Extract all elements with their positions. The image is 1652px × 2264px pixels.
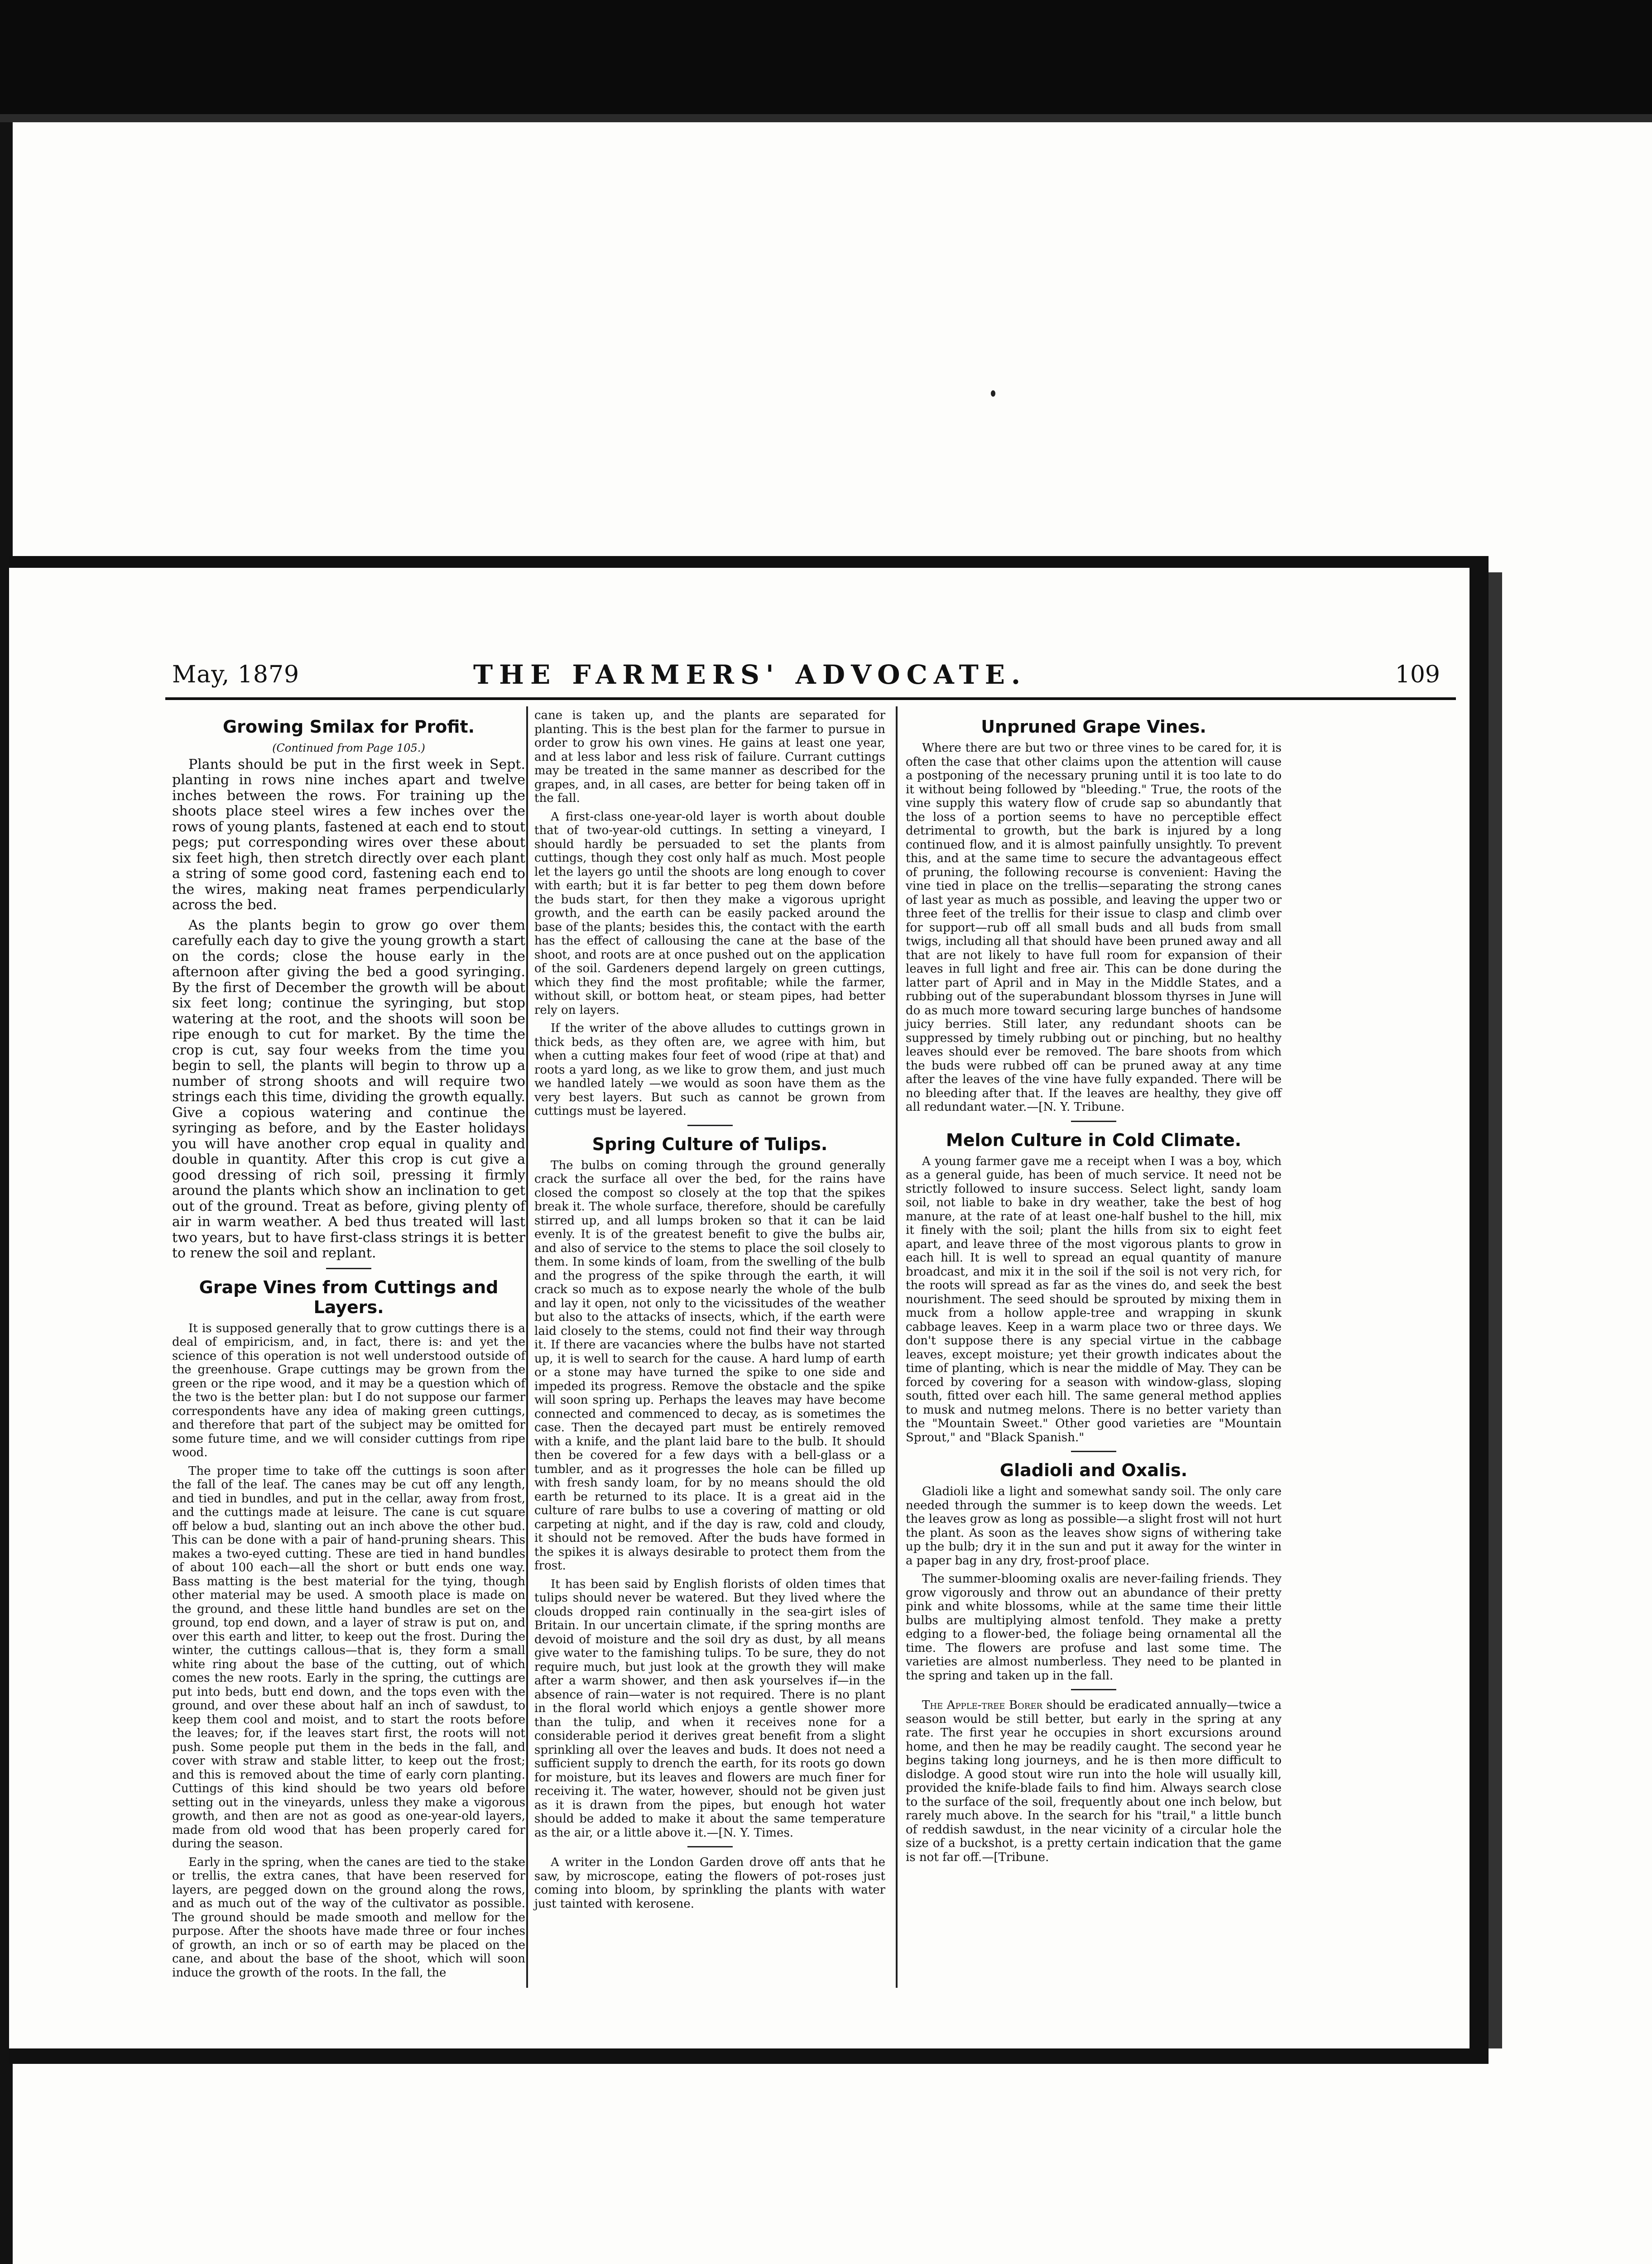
paragraph: A first-class one-year-old layer is worth about double that of two-year-old cuttings. In setting a vineyard, I should hardly be persuaded to set the plants from cuttings, though they cost only half as much. Most people let the layers go until the shoots are long enough to cover with earth; but it is far better to peg them down before the buds start, for then they make a vigorous upright growth, and the earth can be easily packed around the base of the plants; besides this, the contact with the earth has the effect of callousing the cane at the base of the shoot, and roots are at once pushed out on the application of the soil. Gardeners depend largely on green cuttings, which they find the most profitable; while the farmer, without skill, or bottom heat, or steam pipes, had better rely on layers. [534, 810, 885, 1017]
paragraph: Where there are but two or three vines to be cared for, it is often the case that other claims upon the attention will cause a postponing of the necessary pruning until it is too late to do it without being followed by "bleeding." True, the roots of the vine supply this watery flow of crude sap so abundantly that the loss of a portion seems to have no perceptible effect detrimental to growth, but the bark is injured by a long continued flow, and it is almost painfully unsightly. To prevent this, and at the same time to secure the advantageous effect of pruning, the following recourse is convenient: Having the vine tied in place on the trellis—separating the strong canes of last year as much as possible, and leaving the upper two or three feet of the trellis for their issue to clasp and climb over for support—rub off all small buds and all buds from small twigs, including all that should have been pruned away and all that are not likely to have full room for expansion of their leaves in full light and free air. This can be done during the latter part of April and in May in the Middle States, and a rubbing out of the superabundant blossom thyrses in June will do as much more toward securing large bunches of handsome juicy berries. Still later, any redundant shoots can be suppressed by timely rubbing out or pinching, but no healthy leaves should ever be removed. The bare shoots from which the buds were rubbed off can be pruned away at any time after the leaves of the vine have fully expanded. There will be no bleeding after that. If the leaves are healthy, they give off all redundant water.—[N. Y. Tribune. [906, 741, 1282, 1114]
paragraph: The proper time to take off the cuttings is soon after the fall of the leaf. The canes may be cut off any length, and tied in bundles, and put in the cellar, away from frost, and the cuttings made at leisure. The cane is cut square off below a bud, slanting out an inch above the other bud. This can be done with a pair of hand-pruning shears. This makes a two-eyed cutting. These are tied in hand bundles of about 100 each—all the short or butt ends one way. Bass matting is the best material for the tying, though other material may be used. A smooth place is made on the ground, and these little hand bundles are set on the ground, top end down, and a layer of straw is put on, and over this earth and litter, to keep out the frost. During the winter, the cuttings callous—that is, they form a small white ring about the base of the cutting, out of which comes the new roots. Early in the spring, the cuttings are put into beds, butt end down, and the tops even with the ground, and over these about half an inch of sawdust, to keep them cool and moist, and to start the roots before the leaves; for, if the leaves start first, the roots will not push. Some people put them in the beds in the fall, and cover with straw and stable litter, to keep out the frost; and this is removed about the time of early corn planting. Cuttings of this kind should be two years old before setting out in the vineyards, unless they make a vigorous growth, and then are not as good as one-year-old layers, made from old wood that has been properly cared for during the season. [172, 1464, 525, 1851]
paragraph: If the writer of the above alludes to cuttings grown in thick beds, as they often are, we agree with him, but when a cutting makes four feet of wood (ripe at that) and roots a yard long, as we like to grow them, and just much we handled lately —we would as soon have them as the very best layers. But such as cannot be grown from cuttings must be layered. [534, 1022, 885, 1118]
paragraph-body: should be eradicated annually—twice a season would be still better, but early in the spring at any rate. The first year he occupies in short excursions around home, and then he may be readily caught. The second year he begins taking long journeys, and he is then more difficult to dislodge. A good stout wire run into the hole will usually kill, provided the knife-blade fails to find him. Always search close to the surface of the soil, frequently about one inch below, but rarely much above. In the search for his "trail," a little bunch of reddish sawdust, in the near vicinity of a circular hole the size of a buckshot, is a pretty certain indication that the game is not far off.—[Tribune. [906, 1698, 1282, 1864]
article-title: Grape Vines from Cuttings and Layers. [199, 1277, 499, 1317]
article-title: Growing Smilax for Profit. [222, 717, 475, 737]
masthead-title: THE FARMERS' ADVOCATE. [473, 659, 1027, 690]
column-rule [896, 706, 898, 1988]
article-title: Melon Culture in Cold Climate. [946, 1130, 1242, 1150]
section-divider [687, 1846, 733, 1847]
head-rule [165, 697, 1456, 700]
section-divider [1071, 1689, 1116, 1690]
section-divider [687, 1125, 733, 1126]
paragraph: The bulbs on coming through the ground generally crack the surface all over the bed, for the rains have closed the compost so closely at the top that the spikes break it. The whole surface, therefore, should be carefully stirred up, and all lumps broken so that it can be laid evenly. It is of the greatest benefit to give the bulbs air, and also of service to the stems to place the soil closely to them. In some kinds of loam, from the swelling of the bulb and the progress of the spike through the earth, it will crack so much as to expose nearly the whole of the bulb and lay it open, not only to the vicissitudes of the weather but also to the attacks of insects, which, if the earth were laid closely to the stems, could not find their way through it. If there are vacancies where the bulbs have not started up, it is well to search for the cause. A hard lump of earth or a stone may have turned the spike to one side and impeded its progress. Remove the obstacle and the spike will soon spring up. Perhaps the leaves may have become connected and commenced to decay, as is sometimes the case. Then the decayed part must be entirely removed with a knife, and the plant laid bare to the bulb. It should then be covered for a few days with a bell-glass or a tumbler, and as it progresses the hole can be filled up with fresh sandy loam, for by no means should the old earth be returned to its place. It is a great aid in the culture of rare bulbs to use a covering of matting or old carpeting at night, and if the day is raw, cold and cloudy, it should not be removed. After the buds have formed in the spikes it is always desirable to protect them from the frost. [534, 1158, 885, 1573]
column-3 [906, 709, 1282, 1869]
article-title: Gladioli and Oxalis. [999, 1460, 1188, 1480]
scan-speck [991, 390, 995, 397]
paragraph: Gladioli like a light and somewhat sandy soil. The only care needed through the summer is to keep down the weeds. Let the leaves grow as long as possible—a slight frost will not hurt the plant. As soon as the leaves show signs of withering take up the bulb; dry it in the sun and put it away for the winter in a paper bag in any dry, frost-proof place. [906, 1485, 1282, 1568]
paragraph: It is supposed generally that to grow cuttings there is a deal of empiricism, and, in fact, there is: and yet the science of this operation is not well understood outside of the greenhouse. Grape cuttings may be grown from the green or the ripe wood, and it may be a question which of the two is the better plan: but I do not suppose our farmer correspondents have any idea of making green cuttings, and therefore that part of the subject may be omitted for some future time, and we will consider cuttings from ripe wood. [172, 1321, 525, 1459]
column-2 [534, 709, 885, 1915]
page-number: 109 [1395, 661, 1440, 688]
paragraph: A young farmer gave me a receipt when I was a boy, which as a general guide, has been of much service. It need not be strictly followed to insure success. Select light, sandy loam soil, not liable to bake in dry weather, take the best of hog manure, at the rate of at least one-half bushel to the hill, mix it finely with the soil; plant the hills from six to eight feet apart, and leave three of the most vigorous plants to grow in each hill. It is well to spread an equal quantity of manure broadcast, and mix it in the soil if the soil is not very rich, for the roots will spread as far as the vines do, and seek the best nourishment. The seed should be sprouted by mixing them in muck from a hollow apple-tree and wrapping in skunk cabbage leaves. Keep in a warm place two or three days. We don't suppose there is any special virtue in the cabbage leaves, except moisture; yet their growth indicates about the time of planting, which is near the middle of May. They can be forced by covering for a season with window-glass, sloping south, fitted over each hill. The same general method applies to musk and nutmeg melons. There is no better variety than the "Mountain Sweet." Other good varieties are "Mountain Sprout," and "Black Spanish." [906, 1154, 1282, 1444]
paragraph: cane is taken up, and the plants are separated for planting. This is the best plan for the farmer to pursue in order to grow his own vines. He gains at least one year, and at less labor and less risk of failure. Currant cuttings may be treated in the same manner as described for the grapes, and, in all cases, are better for being taken off in the fall. [534, 709, 885, 805]
paragraph: Early in the spring, when the canes are tied to the stake or trellis, the extra canes, that have been reserved for layers, are pegged down on the ground along the rows, and as much out of the way of the cultivator as possible. The ground should be made smooth and mellow for the purpose. After the shoots have made three or four inches of growth, an inch or so of earth may be placed on the cane, and about the base of the shoot, which will soon induce the growth of the roots. In the fall, the [172, 1855, 525, 1980]
continued-note: (Continued from Page 105.) [272, 742, 425, 754]
article-title: Unpruned Grape Vines. [981, 717, 1206, 737]
column-1 [172, 709, 525, 1984]
paragraph [906, 1698, 1282, 1864]
section-divider [326, 1268, 371, 1269]
paragraph: Plants should be put in the first week in Sept. planting in rows nine inches apart and twelve inches between the rows. For training up the shoots place steel wires a few inches over the rows of young plants, fastened at each end to stout pegs; put corresponding wires over these about six feet high, then stretch directly over each plant a string of some good cord, fastening each end to the wires, making neat frames perpendicularly across the bed. [172, 756, 525, 913]
lead-in: The Apple-tree Borer [922, 1698, 1043, 1712]
scanner-top-border [0, 0, 1652, 122]
paragraph: As the plants begin to grow go over them carefully each day to give the young growth a start on the cords; close the house early in the afternoon after giving the bed a good syringing. By the first of December the growth will be about six feet long; continue the syringing, but stop watering at the root, and the shoots will soon be ripe enough to cut for market. By the time the crop is cut, say four weeks from the time you begin to sell, the plants will begin to throw up a number of strong shoots and will require two strings each this time, dividing the growth equally. Give a copious watering and continue the syringing as before, and by the Easter holidays you will have another crop equal in quality and double in quantity. After this crop is cut give a good dressing of rich soil, pressing it firmly around the plants which show an inclination to get out of the ground. Treat as before, giving plenty of air in warm weather. A bed thus treated will last two years, but to have first-class strings it is better to renew the soil and replant. [172, 917, 525, 1261]
section-divider [1071, 1451, 1116, 1452]
paragraph: It has been said by English florists of olden times that tulips should never be watered. But they lived where the clouds dropped rain continually in the sea-girt isles of Britain. In our uncertain climate, if the spring months are devoid of moisture and the soil dry as dust, by all means give water to the famishing tulips. To be sure, they do not require much, but just look at the growth they will make after a warm shower, and then ask yourselves if—in the absence of rain—water is not required. There is no plant in the floral world which enjoys a gentle shower more than the tulip, and when it receives none for a considerable period it derives great benefit from a slight sprinkling all over the leaves and buds. It does not need a sufficient supply to drench the earth, for its roots go down for moisture, but its leaves and flowers are much finer for receiving it. The water, however, should not be given just as it is drawn from the pipes, but enough hot water should be added to make it about the same temperature as the air, or a little above it.—[N. Y. Times. [534, 1577, 885, 1840]
running-head [172, 661, 1454, 697]
section-divider [1071, 1121, 1116, 1122]
article-title: Spring Culture of Tulips. [592, 1134, 828, 1154]
column-rule [526, 706, 528, 1988]
paragraph: A writer in the London Garden drove off ants that he saw, by microscope, eating the flowers of pot-roses just coming into bloom, by sprinkling the plants with water just tainted with kerosene. [534, 1856, 885, 1911]
paragraph: The summer-blooming oxalis are never-failing friends. They grow vigorously and throw out an abundance of their pretty pink and white blossoms, while at the same time their little bulbs are multiplying almost tenfold. They make a pretty edging to a flower-bed, the foliage being ornamental all the time. The flowers are profuse and last some time. The varieties are almost numberless. They need to be planted in the spring and taken up in the fall. [906, 1572, 1282, 1683]
issue-date: May, 1879 [172, 661, 300, 688]
newspaper-page [27, 584, 1440, 2015]
